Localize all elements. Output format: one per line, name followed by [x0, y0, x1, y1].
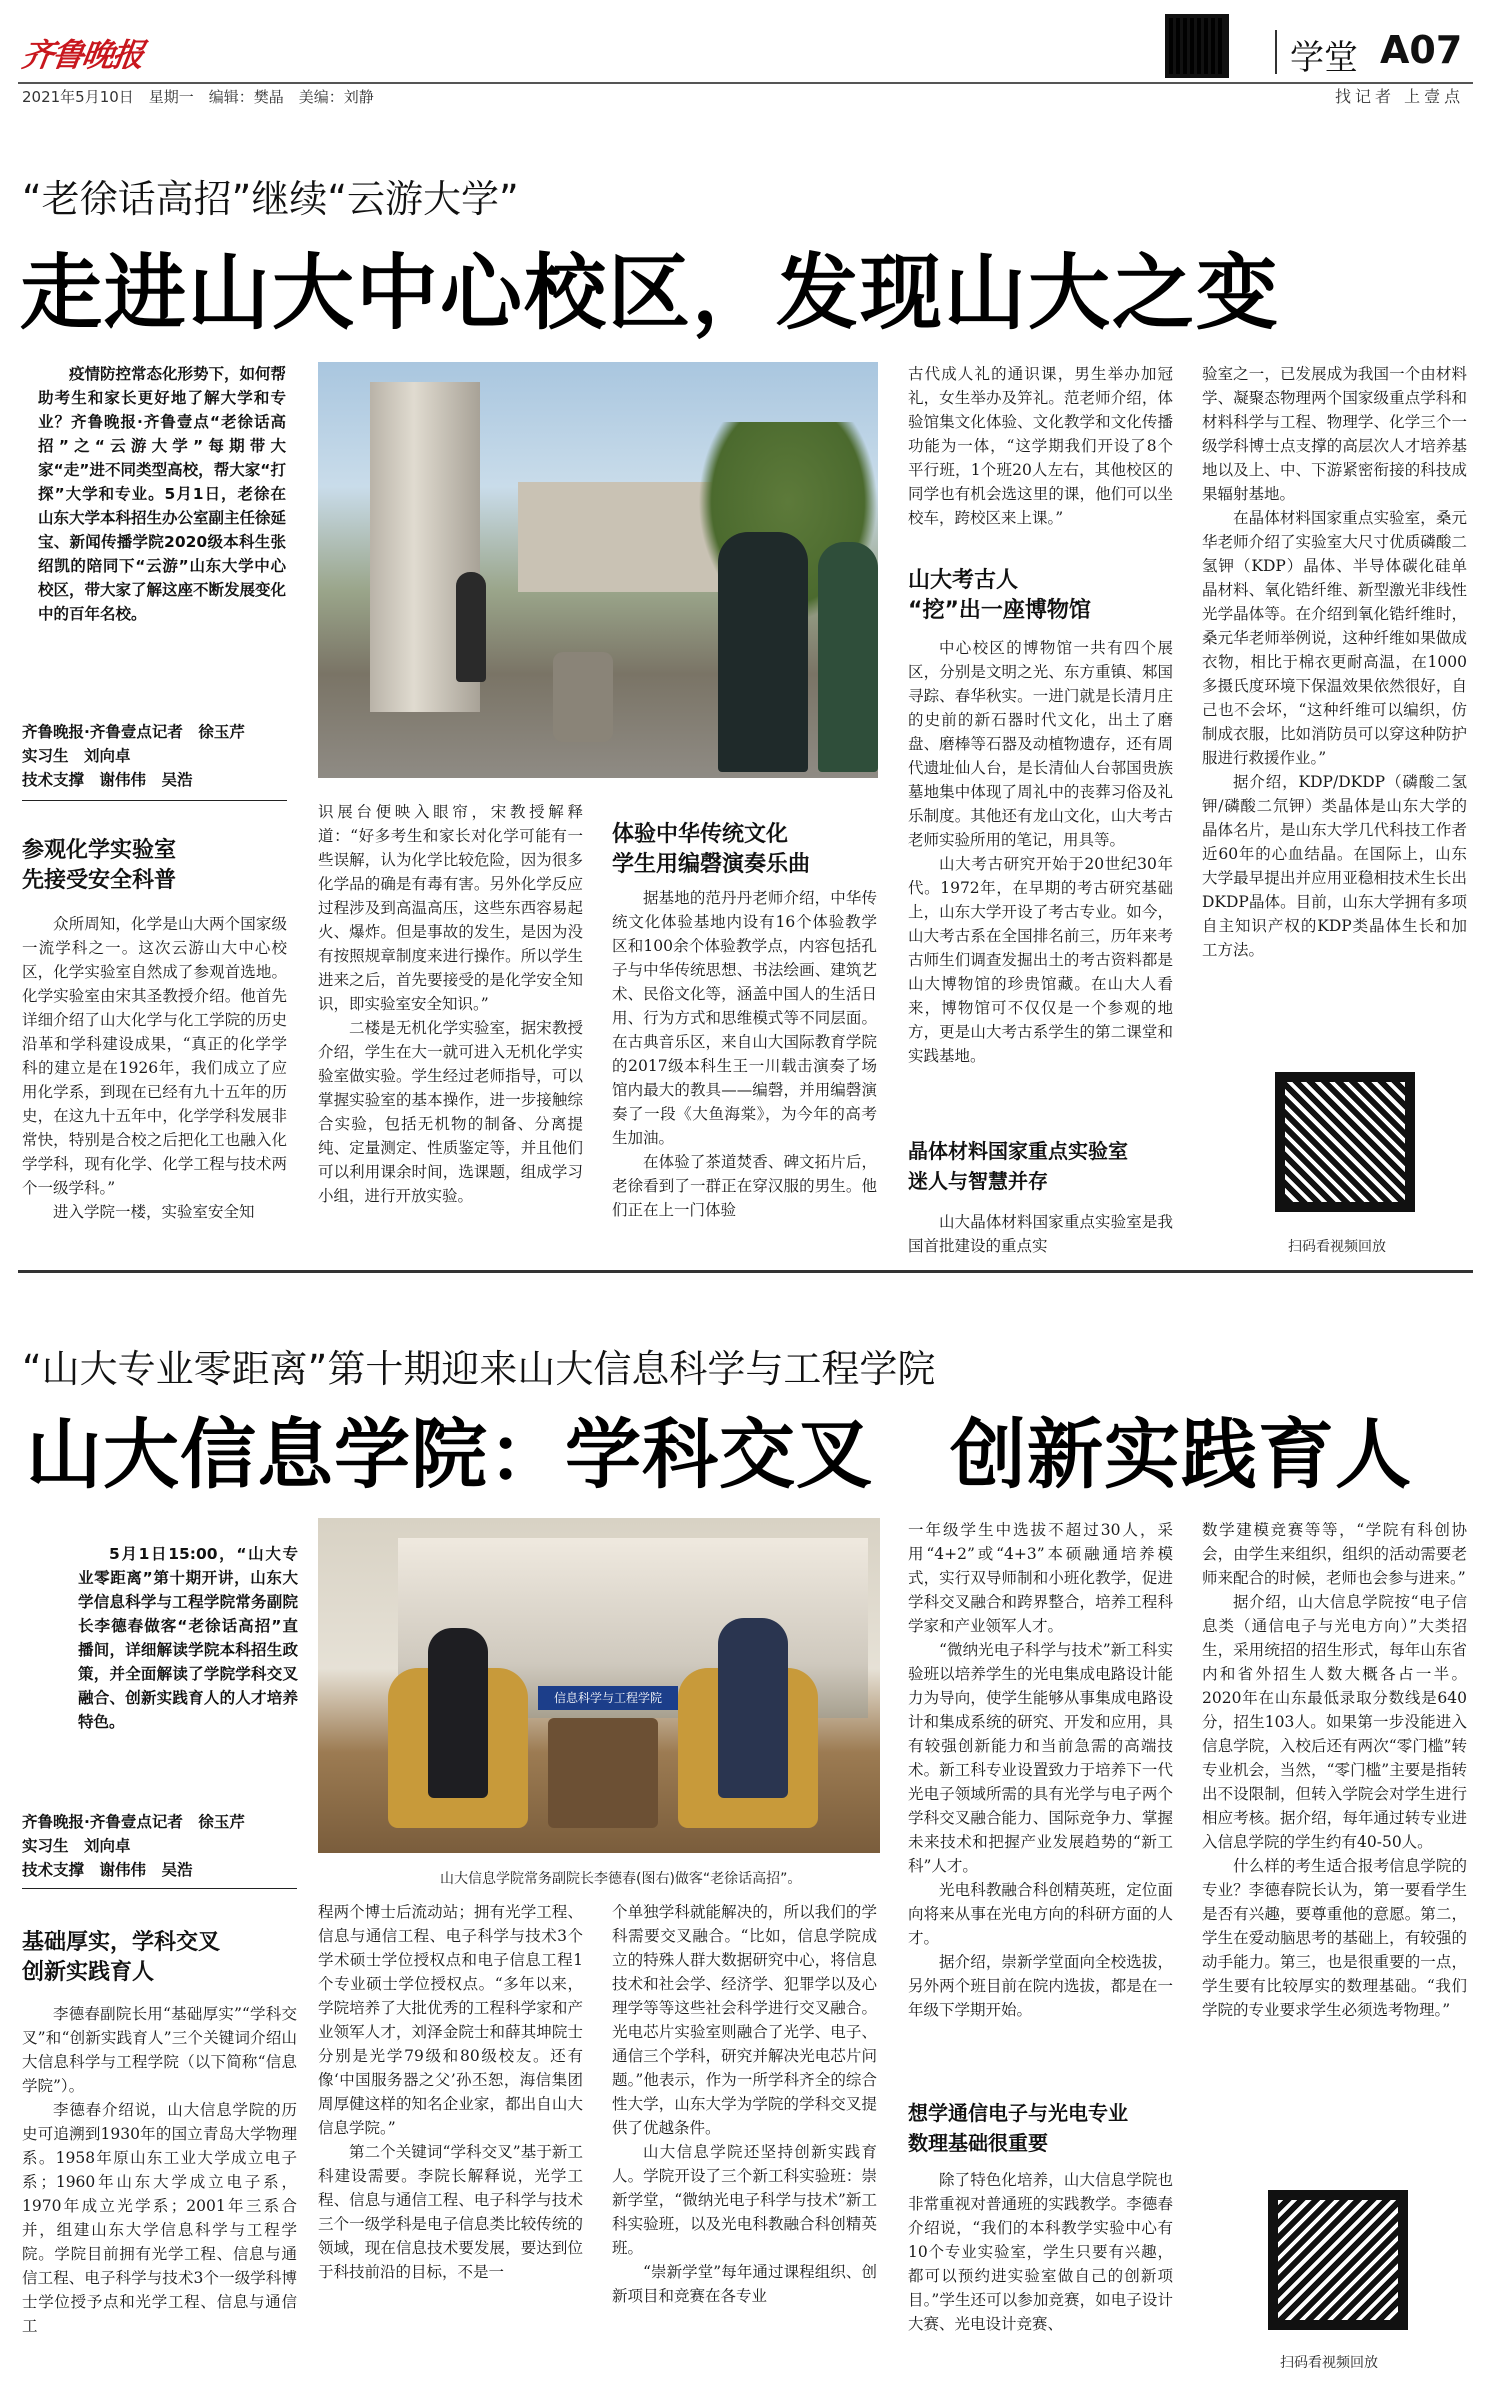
article1-col4-crystal: 山大晶体材料国家重点实验室是我国首批建设的重点实: [908, 1213, 1173, 1255]
article2-qr-code-icon[interactable]: [1268, 2190, 1408, 2330]
program-banner: 信息科学与工程学院: [538, 1686, 678, 1710]
article1-col2: 识展台便映入眼帘，宋教授解释道：“好多考生和家长对化学可能有一些误解，认为化学比较危险，因为很多化学品的确是有毒有害。另外化学反应过程涉及到高温高压，这些东西容易起火、爆炸。但是事故的发生，是因为没有按照规章制度来进行操作。所以学生进来之后，首先要接受的是化学安全知识，即实验室安全知识。” 二楼是无机化学实验室，据宋教授介绍，学生在大一就可进入无机化学实验室做实验。学生经过老师指导，可以掌握实验室的基本操作，进一步接触综合实验，包括无机物的制备、分离提纯、定量测定、性质鉴定等，并且他们可以利用课余时间，选课题，组成学习小组，进行开放实验。: [318, 803, 583, 1205]
article1-col4-museum: 中心校区的博物馆一共有四个展区，分别是文明之光、东方重镇、邾国寻踪、春华秋实。一进门就是长清月庄的史前的新石器时代文化，出土了磨盘、磨棒等石器及动植物遗存，还有周代遗址仙人台，是长清仙人台邿国贵族墓地集中体现了周礼中的丧葬习俗及礼乐制度。其他还有龙山文化，山大考古老师实验所用的笔记，用具等。 山大考古研究开始于20世纪30年代。1972年，在早期的考古研究基础上，山东大学开设了考古专业。如今，山大考古系在全国排名前三，历年来考古师生们调查发掘出土的考古资料都是山大博物馆的珍贵馆藏。在山大人看来，博物馆可不仅仅是一个参观的地方，更是山大考古系学生的第二课堂和实践基地。: [908, 639, 1173, 1065]
article2-headline: 山大信息学院：学科交叉 创新实践育人: [26, 1410, 1412, 1499]
article2-col2: 程两个博士后流动站；拥有光学工程、信息与通信工程、电子科学与技术3个学术硕士学位授权点和电子信息工程1个专业硕士学位授权点。“多年以来，学院培养了大批优秀的工程科学家和产业领军人才，刘泽金院士和薛其坤院士分别是光学79级和80级校友。还有像‘中国服务器之父’孙丕恕，海信集团周厚健这样的知名企业家，都出自山大信息学院。” 第二个关键词“学科交叉”基于新工科建设需要。李院长解释说，光学工程、信息与通信工程、电子科学与技术三个一级学科是电子信息类比较传统的领域，现在信息技术要发展，要达到位于科技前沿的目标，不是一: [318, 1903, 583, 2281]
article1-subhead-culture: 体验中华传统文化 学生用编磬演奏乐曲: [612, 822, 811, 877]
article1-subhead-chem: 参观化学实验室 先接受安全科普: [22, 838, 177, 893]
article1-kicker: “老徐话高招”继续“云游大学”: [22, 177, 519, 221]
article1-subhead-crystal: 晶体材料国家重点实验室 迷人与智慧并存: [908, 1139, 1128, 1193]
article2-qr-caption: 扫码看视频回放: [1280, 2355, 1378, 2371]
newspaper-brand: 齐鲁晚报: [19, 36, 145, 74]
article1-qr-caption: 扫码看视频回放: [1288, 1239, 1386, 1255]
campus-photo: [318, 362, 878, 778]
article2-subhead-basics: 基础厚实，学科交叉 创新实践育人: [22, 1930, 221, 1985]
byline-intern: 实习生 刘向卓: [22, 1837, 131, 1855]
byline-rule: [22, 800, 287, 801]
interview-photo-caption: 山大信息学院常务副院长李德春(图右)做客“老徐话高招”。: [440, 1871, 802, 1887]
article2-subhead-math: 想学通信电子与光电专业 数理基础很重要: [908, 2101, 1128, 2155]
camera-figure: [818, 542, 878, 772]
page-number: A07: [1380, 28, 1463, 72]
interview-photo: [318, 1518, 880, 1853]
center-table: [548, 1718, 658, 1828]
date-line: 2021年5月10日 星期一 编辑：樊晶 美编：刘静: [22, 88, 374, 106]
guest-seated: [718, 1618, 788, 1798]
article2-col5: 数学建模竞赛等等，“学院有科创协会，由学生来组织，组织的活动需要老师来配合的时候，老师也会参与进来。” 据介绍，山大信息学院按“电子信息类（通信电子与光电方向）”大类招生，采用统招的招生形式，每年山东省内和省外招生人数大概各占一半。2020年在山东最低录取分数线是640分，招生103人。如果第一步没能进入信息学院，入校后还有两次“零门槛”转专业机会，当然，“零门槛”主要是指转出不设限制，但转入学院会对学生进行相应考核。据介绍，每年通过转专业进入信息学院的学生约有40-50人。 什么样的考生适合报考信息学院的专业？李德春院长认为，第一要看学生是否有兴趣，要尊重他的意愿。第二，学生在爱动脑思考的基础上，有较强的动手能力。第三，也是很重要的一点，学生要有比较厚实的数理基础。“我们学院的专业要求学生必须选考物理。”: [1202, 1521, 1467, 2019]
article2-lead: 5月1日15:00，“山大专业零距离”第十期开讲，山东大学信息科学与工程学院常务副院长李德春做客“老徐话高招”直播间，详细解读学院本科招生政策，并全面解读了学院学科交叉融合、创新实践育人的人才培养特色。: [78, 1545, 298, 1731]
article2-col4-practice: 除了特色化培养，山大信息学院也非常重视对普通班的实践教学。李德春介绍说，“我们的本科教学实验中心有10个专业实验室，学生只要有兴趣，都可以预约进实验室做自己的创新项目。”学生还可以参加竞赛，如电子设计大赛、光电设计竞赛、: [908, 2171, 1173, 2333]
byline-intern: 实习生 刘向卓: [22, 747, 131, 765]
article1-byline: [22, 720, 287, 792]
host-seated: [428, 1628, 488, 1798]
article1-lead: 疫情防控常态化形势下，如何帮助考生和家长更好地了解大学和专业？齐鲁晚报·齐鲁壹点“老徐话高招”之“云游大学”每期带大家“走”进不同类型高校，帮大家“打探”大学和专业。5月1日，老徐在山东大学本科招生办公室副主任徐延宝、新闻传播学院2020级本科生张绍凯的陪同下“云游”山东大学中心校区，带大家了解这座不断发展变化中的百年名校。: [38, 365, 287, 623]
article1-col3: 据基地的范丹丹老师介绍，中华传统文化体验基地内设有16个体验教学区和100余个体验教学点，内容包括孔子与中华传统思想、书法绘画、建筑艺术、民俗文化等，涵盖中国人的生活日用、行为方式和思维模式等不同层面。在古典音乐区，来自山大国际教育学院的2017级本科生王一川载击演奏了场馆内最大的教具——编磬，并用编磬演奏了一段《大鱼海棠》，为今年的高考生加油。 在体验了茶道焚香、碑文拓片后，老徐看到了一群正在穿汉服的男生。他们正在上一门体验: [612, 889, 877, 1219]
byline-rule: [22, 1888, 297, 1889]
header-rule: [18, 82, 1473, 84]
host-figure: [456, 572, 486, 682]
byline-tech: 技术支撑 谢伟伟 吴浩: [22, 1861, 193, 1879]
masthead-divider: [1275, 30, 1277, 74]
article2-col4: 一年级学生中选拔不超过30人，采用“4+2”或“4+3”本硕融通培养模式，实行双导师制和小班化教学，促进学科交叉融合和跨界整合，培养工程科学家和产业领军人才。 “微纳光电子科学与技术”新工科实验班以培养学生的光电集成电路设计能力为导向，使学生能够从事集成电路设计和集成系统的研究、开发和应用，具有较强创新能力和当前急需的高端技术。新工科专业设置致力于培养下一代光电子领域所需的具有光学与电子两个学科交叉融合能力、国际竞争力、掌握未来技术和把握产业发展趋势的“新工科”人才。 光电科教融合科创精英班，定位面向将来从事在光电方向的科研方面的人才。 据介绍，崇新学堂面向全校选拔，另外两个班目前在院内选拔，都是在一年级下学期开始。: [908, 1521, 1173, 2019]
article2-kicker: “山大专业零距离”第十期迎来山大信息科学与工程学院: [22, 1347, 936, 1391]
article1-headline: 走进山大中心校区，发现山大之变: [20, 246, 1281, 341]
slogan: 找记者 上壹点: [1335, 87, 1465, 106]
article1-col4: 古代成人礼的通识课，男生举办加冠礼，女生举办及笄礼。范老师介绍，体验馆集文化体验、文化教学和文化传播功能为一体，“这学期我们开设了8个平行班，1个班20人左右，其他校区的同学也有机会选这里的课，他们可以坐校车，跨校区来上课。”: [908, 365, 1173, 527]
article1-col1: 众所周知，化学是山大两个国家级一流学科之一。这次云游山大中心校区，化学实验室自然成了参观首选地。化学实验室由宋其圣教授介绍。他首先详细介绍了山大化学与化工学院的历史沿革和学科建设成果，“真正的化学学科的建立是在1926年，我们成立了应用化学系，到现在已经有九十五年的历史，在这九十五年中，化学学科发展非常快，特别是合校之后把化工也融入化学学科，现有化学、化学工程与技术两个一级学科。” 进入学院一楼，实验室安全知: [22, 915, 287, 1221]
article1-col5: 验室之一，已发展成为我国一个由材料学、凝聚态物理两个国家级重点学科和材料科学与工程、物理学、化学三个一级学科博士点支撑的高层次人才培养基地以及上、中、下游紧密衔接的科技成果辐射基地。 在晶体材料国家重点实验室，桑元华老师介绍了实验室大尺寸优质磷酸二氢钾（KDP）晶体、半导体碳化硅单晶材料、氧化锆纤维、新型激光非线性光学晶体等。在介绍到氧化锆纤维时，桑元华老师举例说，这种纤维如果做成衣物，相比于棉衣更耐高温，在1000多摄氏度环境下保温效果依然很好，自己也不会坏，“这种纤维可以编织，仿制成衣服，比如消防员可以穿这种防护服进行救援作业。” 据介绍，KDP/DKDP（磷酸二氢钾/磷酸二氘钾）类晶体是山东大学的晶体名片，是山东大学几代科技工作者近60年的心血结晶。在国际上，山东大学最早提出并应用亚稳相技术生长出DKDP晶体。目前，山东大学拥有多项自主知识产权的KDP类晶体生长和加工方法。: [1202, 365, 1467, 959]
byline-reporter: 齐鲁晚报·齐鲁壹点记者 徐玉芹: [22, 1813, 245, 1831]
article1-subhead-museum: 山大考古人 “挖”出一座博物馆: [908, 568, 1091, 623]
qr-code-icon[interactable]: [1165, 14, 1229, 78]
article1-qr-code-icon[interactable]: [1275, 1072, 1415, 1212]
stone-pillar: [553, 652, 613, 742]
article2-col3: 个单独学科就能解决的，所以我们的学科需要交叉融合。“比如，信息学院成立的特殊人群大数据研究中心，将信息技术和社会学、经济学、犯罪学以及心理学等等这些社会科学进行交叉融合。光电芯片实验室则融合了光学、电子、通信三个学科，研究并解决光电芯片问题。”他表示，作为一所学科齐全的综合性大学，山东大学为学院的学科交叉提供了优越条件。 山大信息学院还坚持创新实践育人。学院开设了三个新工科实验班：崇新学堂，“微纳光电子科学与技术”新工科实验班，以及光电科教融合科创精英班。 “崇新学堂”每年通过课程组织、创新项目和竞赛在各专业: [612, 1903, 877, 2305]
section-name: 学堂: [1290, 38, 1358, 78]
article2-byline: [22, 1810, 297, 1882]
article2-col1: 李德春副院长用“基础厚实”“学科交叉”和“创新实践育人”三个关键词介绍山大信息科学与工程学院（以下简称“信息学院”）。 李德春介绍说，山大信息学院的历史可追溯到1930年的国立青岛大学物理系。1958年原山东工业大学成立电子系；1960年山东大学成立电子系，1970年成立光学系；2001年三系合并，组建山东大学信息科学与工程学院。学院目前拥有光学工程、信息与通信工程、电子科学与技术3个一级学科博士学位授予点和光学工程、信息与通信工: [22, 2005, 297, 2335]
article-separator: [18, 1270, 1473, 1273]
guide-figure: [718, 532, 808, 772]
byline-tech: 技术支撑 谢伟伟 吴浩: [22, 771, 193, 789]
byline-reporter: 齐鲁晚报·齐鲁壹点记者 徐玉芹: [22, 723, 245, 741]
